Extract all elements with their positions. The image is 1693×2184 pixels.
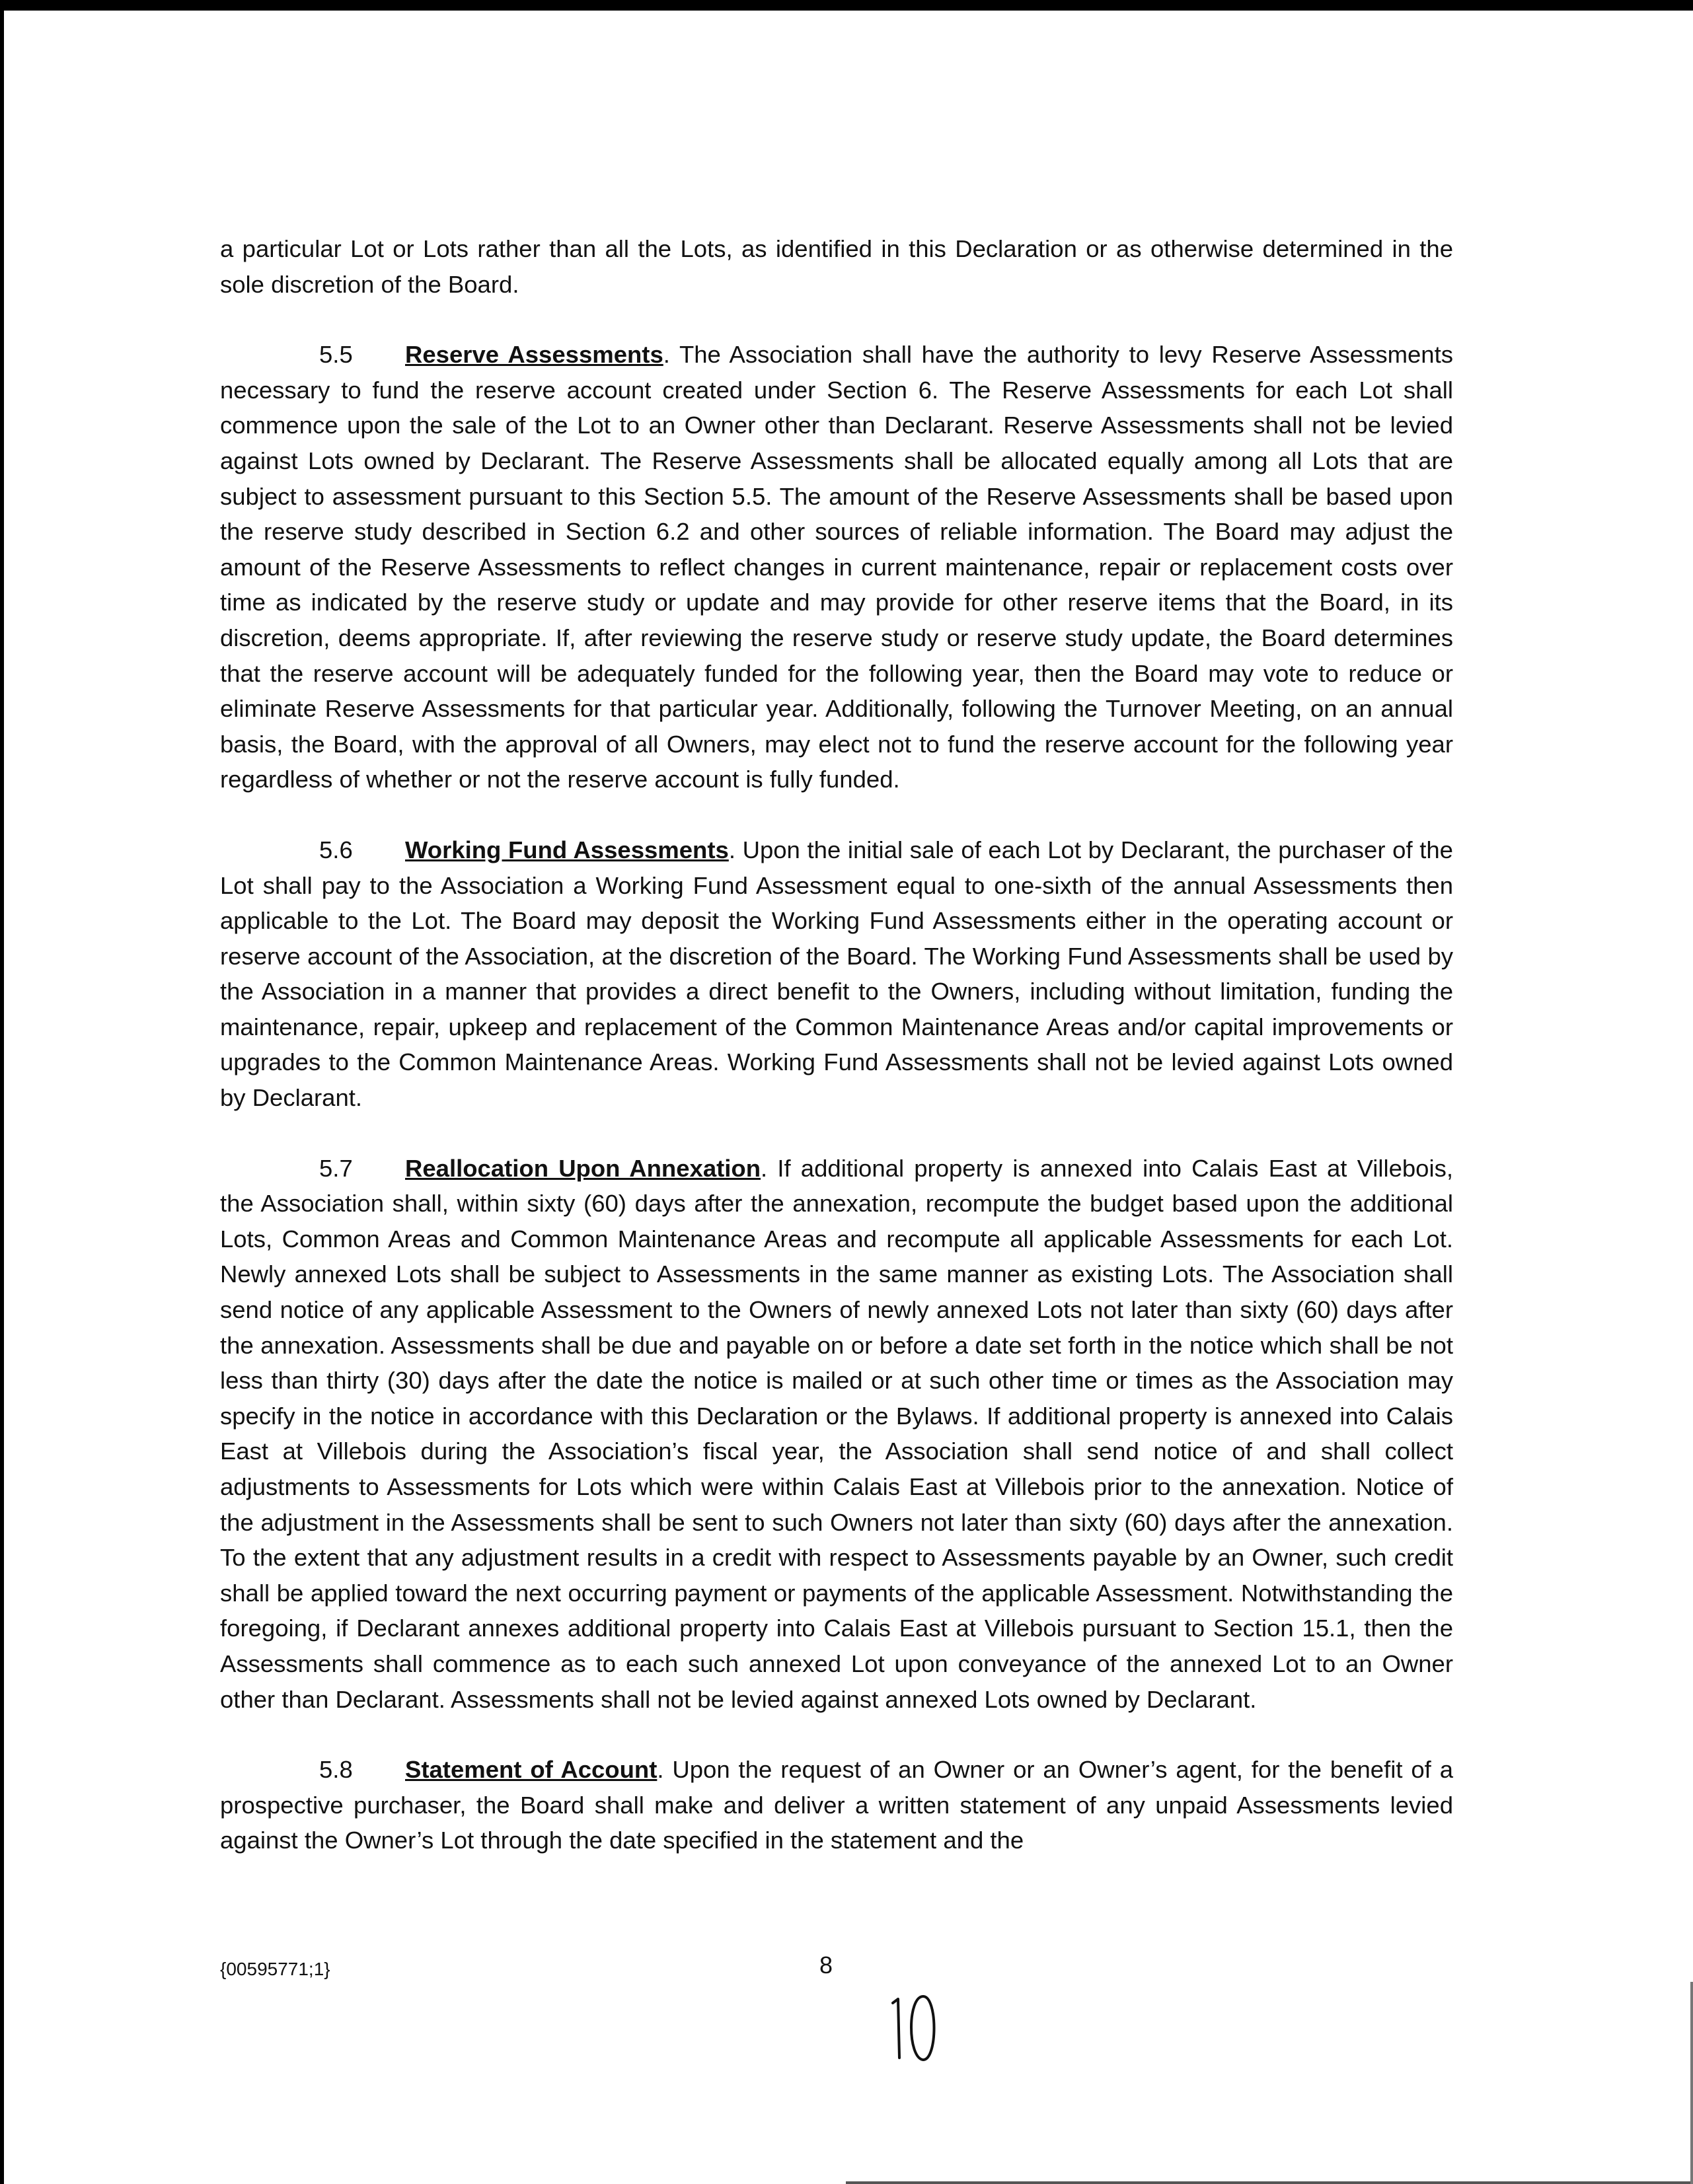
scan-border-right	[1690, 1982, 1693, 2184]
handwritten-page-mark	[889, 1988, 942, 2068]
page-number: 8	[819, 1951, 833, 1979]
section-body: . Upon the request of an Owner or an Owner’s agent, for the benefit of a prospective purchaser, the Board shall make and deliver a written statement of any unpaid Assessments levied against the Owner’s Lot through the date specified in the statement and the	[220, 1756, 1454, 1854]
section-heading: Reserve Assessments	[405, 341, 663, 369]
section-5-6	[220, 832, 1453, 1116]
section-body: . If additional property is annexed into Calais East at Villebois, the Association shall, within sixty (60) days after the annexation, recompute the budget based upon the additional Lots, Common Areas and Common Maintenance Areas and recompute all applicable Assessments for each Lot. Newly annexed Lots shall be subject to Assessments in the same manner as existing Lots. The Association shall send notice of any applicable Assessment to the Owners of newly annexed Lots not later than sixty (60) days after the annexation. Assessments shall be due and payable on or before a date set forth in the notice which shall be not less than thirty (30) days after the date the notice is mailed or at such other time or times as the Association may specify in the notice in accordance with this Declaration or the Bylaws. If additional property is annexed into Calais East at Villebois during the Association’s fiscal year, the Association shall send notice of and shall collect adjustments to Assessments for Lots which were within Calais East at Villebois prior to the annexation. Notice of the adjustment in the Assessments shall be sent to such Owners not later than sixty (60) days after the annexation. To the extent that any adjustment results in a credit with respect to Assessments payable by an Owner, such credit shall be applied toward the next occurring payment or payments of the applicable Assessment. Notwithstanding the foregoing, if Declarant annexes additional property into Calais East at Villebois pursuant to Section 15.1, then the Assessments shall commence as to each such annexed Lot upon conveyance of the annexed Lot to an Owner other than Declarant. Assessments shall not be levied against annexed Lots owned by Declarant.	[220, 1154, 1453, 1713]
section-body: . The Association shall have the authority to levy Reserve Assessments necessary to fund the reserve account created under Section 6. The Reserve Assessments for each Lot shall commence upon the sale of the Lot to an Owner other than Declarant. Reserve Assessments shall not be levied against Lots owned by Declarant. The Reserve Assessments shall be allocated equally among all Lots that are subject to assessment pursuant to this Section 5.5. The amount of the Reserve Assessments shall be based upon the reserve study described in Section 6.2 and other sources of reliable information. The Board may adjust the amount of the Reserve Assessments to reflect changes in current maintenance, repair or replacement costs over time as indicated by the reserve study or update and may provide for other reserve items that the Board, in its discretion, deems appropriate. If, after reviewing the reserve study or reserve study update, the Board determines that the reserve account will be adequately funded for the following year, then the Board may vote to reduce or eliminate Reserve Assessments for that particular year. Additionally, following the Turnover Meeting, on an annual basis, the Board, with the approval of all Owners, may elect not to fund the reserve account for the following year regardless of whether or not the reserve account is fully funded.	[220, 341, 1453, 793]
section-number: 5.8	[319, 1756, 353, 1784]
document-body	[220, 231, 1453, 1893]
section-body: . Upon the initial sale of each Lot by Declarant, the purchaser of the Lot shall pay to the Association a Working Fund Assessment equal to one-sixth of the annual Assessments then applicable to the Lot. The Board may deposit the Working Fund Assessments either in the operating account or reserve account of the Association, at the discretion of the Board. The Working Fund Assessments shall be used by the Association in a manner that provides a direct benefit to the Owners, including without limitation, funding the maintenance, repair, upkeep and replacement of the Common Maintenance Areas and/or capital improvements or upgrades to the Common Maintenance Areas. Working Fund Assessments shall not be levied against Lots owned by Declarant.	[220, 836, 1453, 1112]
section-number: 5.5	[319, 341, 353, 369]
section-number: 5.7	[319, 1154, 353, 1182]
opening-paragraph: a particular Lot or Lots rather than all the Lots, as identified in this Declaration or as otherwise determined in the sole discretion of the Board.	[220, 235, 1453, 298]
scan-border-top	[0, 0, 1693, 11]
document-id: {00595771;1}	[220, 1959, 330, 1979]
section-5-8	[220, 1752, 1453, 1858]
section-heading: Statement of Account	[405, 1756, 658, 1784]
section-number: 5.6	[319, 836, 353, 863]
section-5-5	[220, 337, 1453, 797]
section-5-7	[220, 1151, 1453, 1718]
scan-border-left	[0, 0, 4, 2184]
section-heading: Reallocation Upon Annexation	[405, 1154, 761, 1182]
scan-border-bottom	[846, 2181, 1693, 2184]
section-heading: Working Fund Assessments	[405, 836, 729, 863]
